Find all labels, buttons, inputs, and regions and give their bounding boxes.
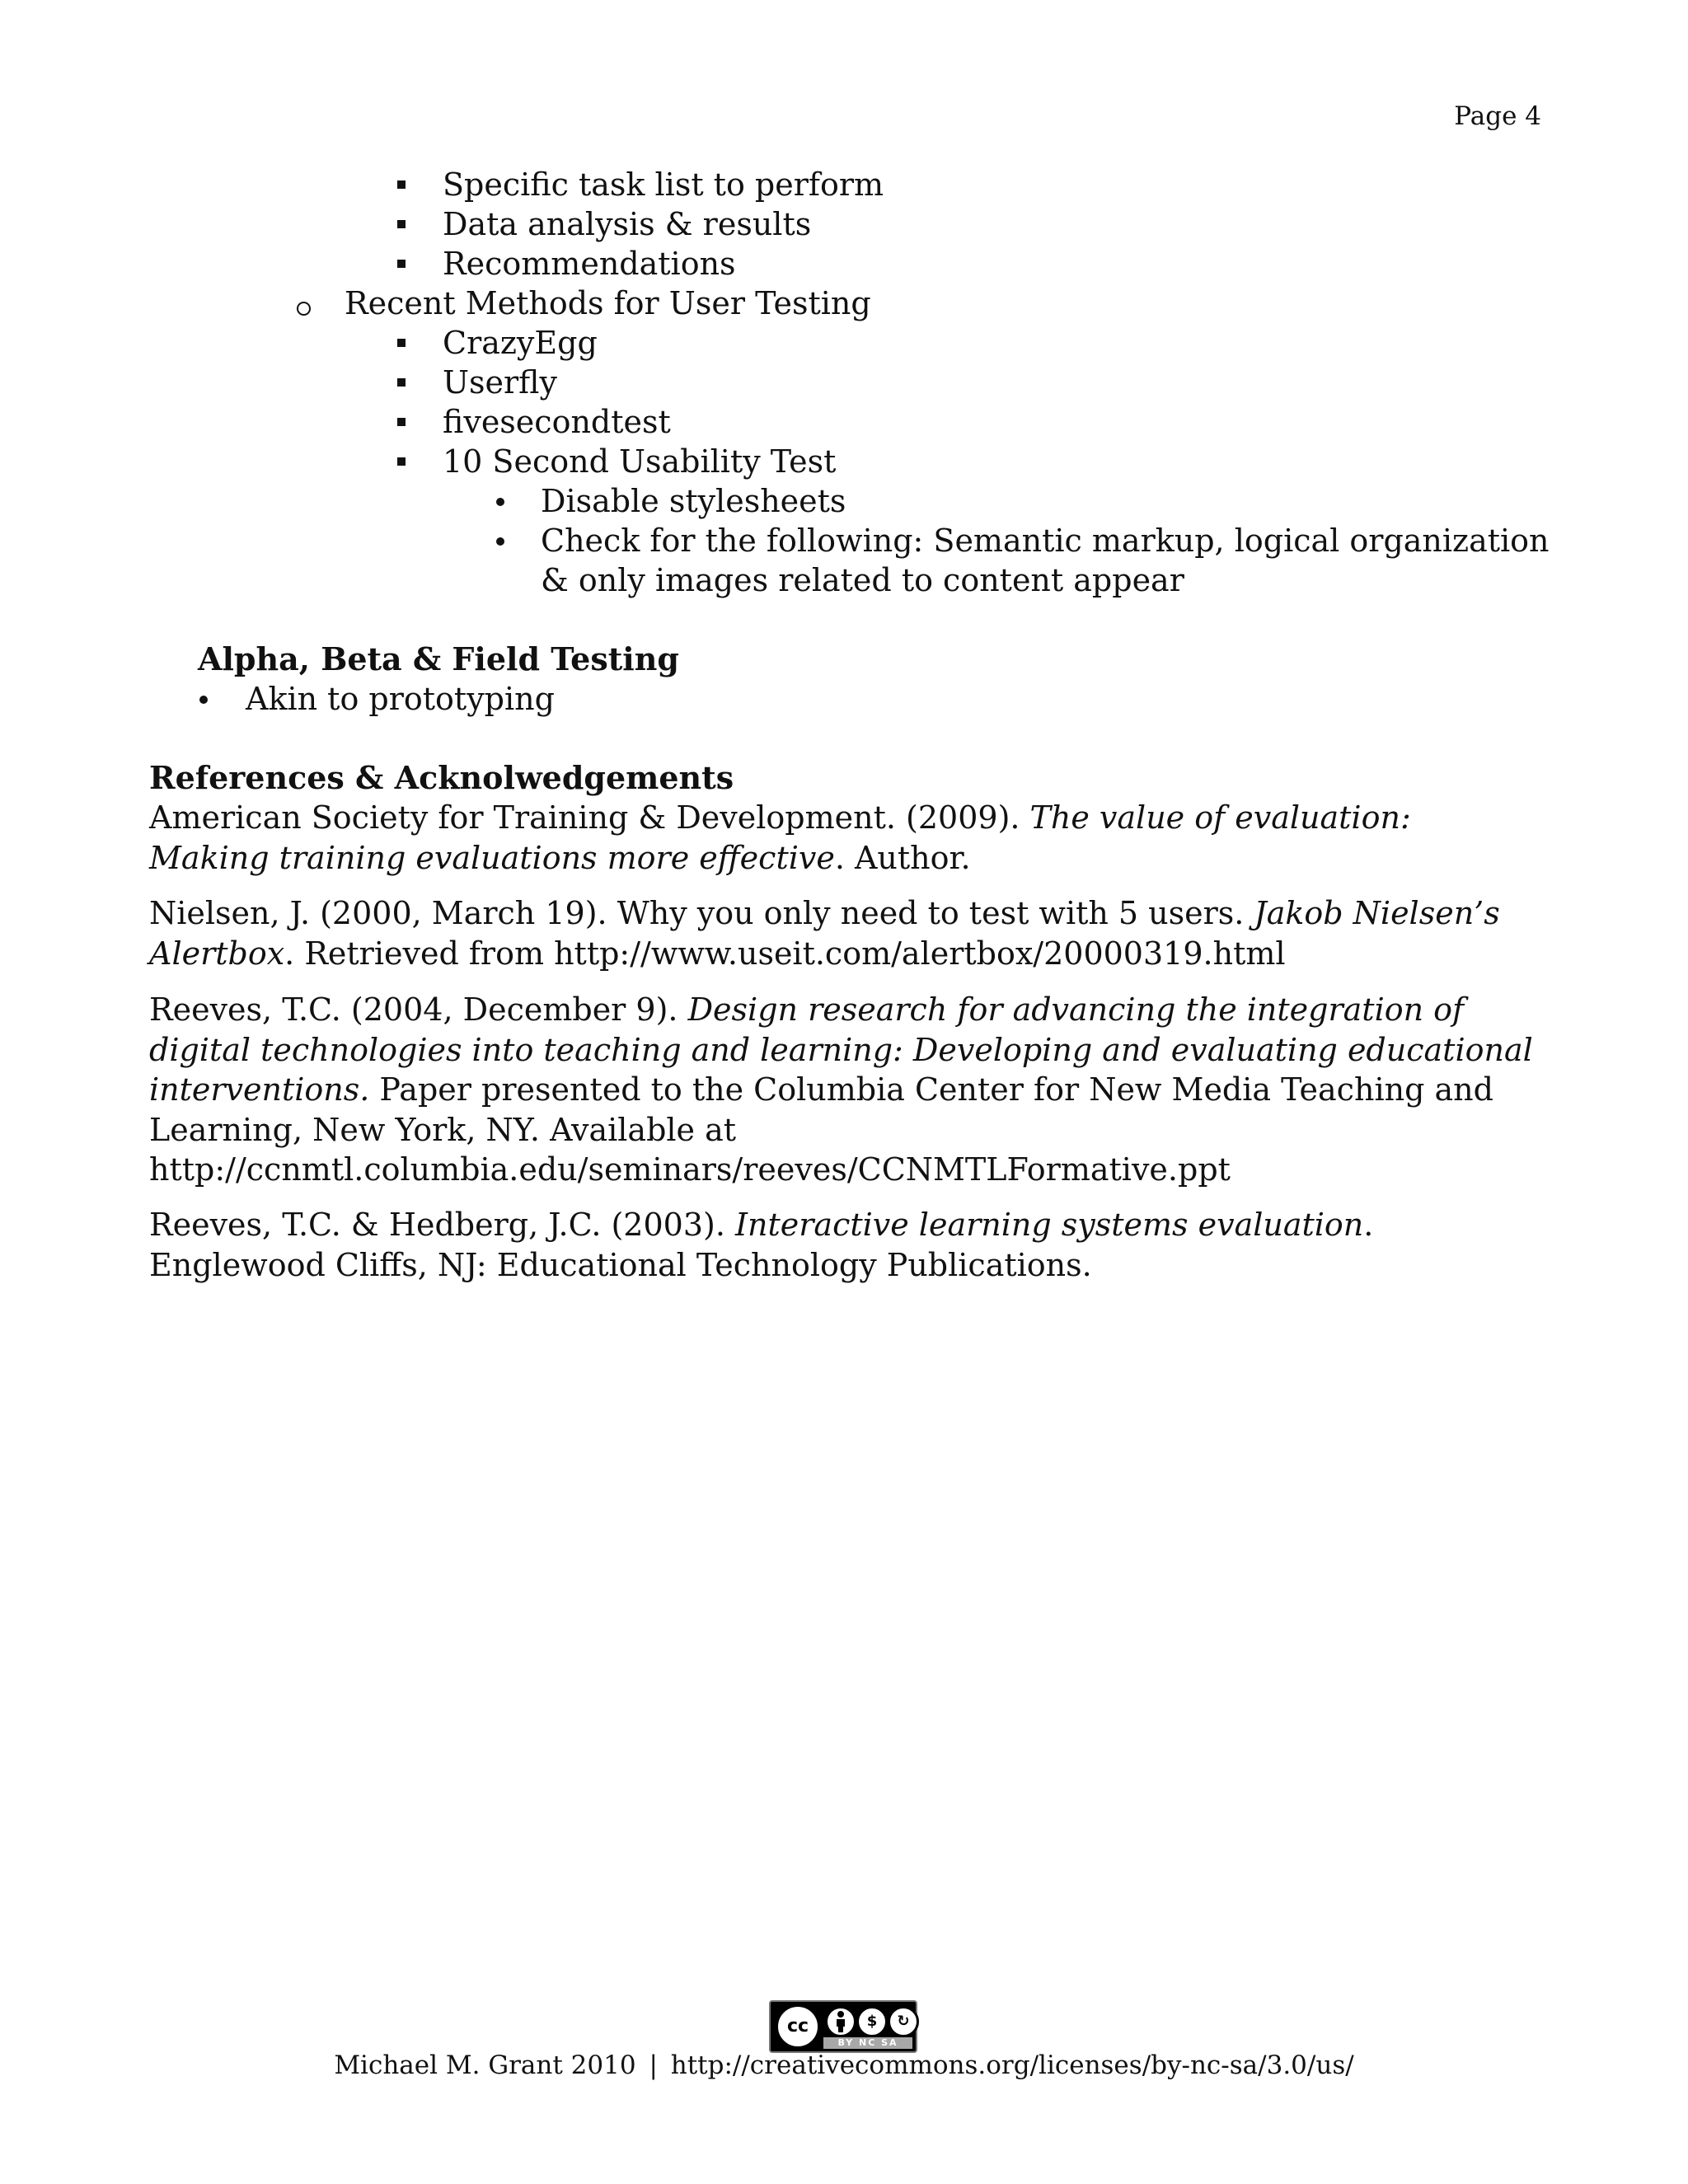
list-item: Check for the following: Semantic markup, logical organization	[541, 523, 1550, 559]
square-bullet-icon	[397, 339, 406, 347]
reference-text: American Society for Training & Development. (2009).	[149, 799, 1030, 836]
reference-entry	[149, 990, 1534, 1190]
reference-text: . Englewood Cliffs, NJ: Educational Technology Publications.	[149, 1207, 1374, 1283]
reference-title: The value of evaluation: Making training evaluations more effective	[149, 799, 1411, 876]
attribution-icon	[825, 2006, 856, 2037]
footer-author: Michael M. Grant 2010	[334, 2050, 636, 2080]
square-bullet-icon	[397, 457, 406, 466]
list-item: 10 Second Usability Test	[443, 443, 837, 480]
list-item: fivesecondtest	[443, 404, 671, 440]
list-item: CrazyEgg	[443, 325, 598, 361]
reference-entry	[149, 798, 1517, 878]
list-item: Specific task list to perform	[443, 166, 884, 203]
footer-separator: |	[649, 2050, 658, 2080]
reference-text: Reeves, T.C. & Hedberg, J.C. (2003).	[149, 1207, 735, 1243]
list-item: Recommendations	[443, 246, 736, 282]
list-item-continuation: & only images related to content appear	[541, 562, 1184, 598]
square-bullet-icon	[397, 180, 406, 189]
footer-license-link[interactable]: http://creativecommons.org/licenses/by-nc-sa/3.0/us/	[670, 2050, 1354, 2080]
circle-bullet-icon	[297, 302, 311, 316]
round-bullet-icon	[496, 537, 504, 546]
square-bullet-icon	[397, 220, 406, 228]
reference-entry	[149, 1205, 1517, 1285]
reference-title: Design research for advancing the integration of digital technologies into teaching and learning: Developing and evaluating educational interventions.	[149, 991, 1533, 1108]
sharealike-icon: ↻	[888, 2006, 919, 2037]
cc-license-badge[interactable]	[769, 2000, 917, 2053]
footer	[0, 2047, 1688, 2083]
square-bullet-icon	[397, 260, 406, 268]
round-bullet-icon	[199, 696, 208, 704]
section-heading-references: References & Acknolwedgements	[149, 759, 734, 796]
cc-icon: cc	[776, 2004, 820, 2049]
reference-text: Reeves, T.C. (2004, December 9).	[149, 991, 688, 1028]
page-number: Page 4	[1454, 101, 1541, 131]
list-item: Data analysis & results	[443, 206, 812, 242]
reference-text: . Author.	[834, 839, 971, 876]
square-bullet-icon	[397, 378, 406, 387]
reference-text: Nielsen, J. (2000, March 19). Why you only need to test with 5 users.	[149, 895, 1254, 931]
list-item: Akin to prototyping	[246, 681, 555, 717]
reference-title: Interactive learning systems evaluation	[735, 1207, 1364, 1243]
list-item: Recent Methods for User Testing	[345, 285, 871, 321]
reference-text: . Retrieved from http://www.useit.com/alertbox/20000319.html	[284, 935, 1286, 972]
reference-title: Jakob Nielsen’s Alertbox	[149, 895, 1500, 972]
section-heading-alpha-beta: Alpha, Beta & Field Testing	[198, 640, 679, 677]
list-item: Disable stylesheets	[541, 483, 846, 519]
square-bullet-icon	[397, 418, 406, 426]
reference-entry	[149, 893, 1517, 973]
noncommercial-icon: $	[856, 2006, 888, 2037]
round-bullet-icon	[496, 498, 504, 506]
cc-badge-strip: BY NC SA	[823, 2037, 912, 2049]
reference-text: Paper presented to the Columbia Center for New Media Teaching and Learning, New York, NY. Available at http://ccnmtl.columbia.edu/seminars/reeves/CCNMTLFormative.ppt	[149, 1071, 1493, 1188]
list-item: Userfly	[443, 364, 557, 401]
